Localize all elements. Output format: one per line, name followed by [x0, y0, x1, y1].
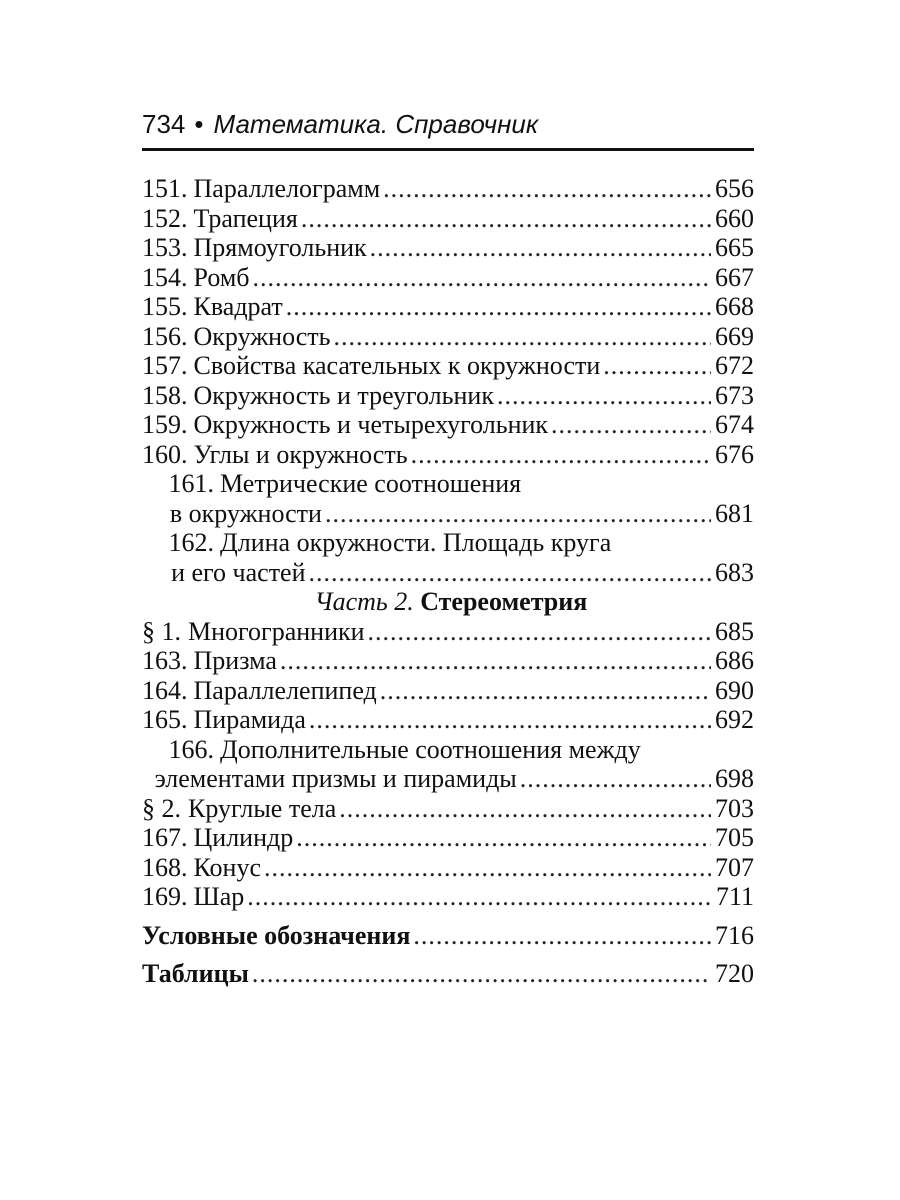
entry-number: 160.	[142, 439, 188, 469]
entry-title: Призма	[193, 646, 277, 675]
dot-leader	[383, 174, 711, 204]
dot-leader	[252, 959, 711, 989]
section-title: Многогранники	[188, 616, 365, 646]
entry-page: 667	[715, 262, 754, 292]
section-number: § 2.	[142, 793, 181, 823]
entry-title: Пирамида	[193, 705, 306, 734]
entry-title: Цилиндр	[193, 823, 294, 852]
entry-number: 154.	[142, 262, 188, 292]
entry-title: Прямоугольник	[193, 233, 367, 262]
toc-entry-165[interactable]	[142, 705, 754, 735]
entry-title: Шар	[193, 882, 245, 911]
entry-number: 163.	[142, 646, 188, 675]
header-separator: •	[194, 109, 204, 139]
entry-number: 158.	[142, 380, 188, 410]
entry-page: 656	[715, 174, 754, 203]
entry-page: 698	[715, 764, 754, 793]
entry-number: 167.	[142, 823, 188, 852]
toc-symbols[interactable]	[142, 921, 754, 951]
dot-leader	[280, 646, 711, 676]
entry-title-line2: элементами призмы и пирамиды	[154, 764, 517, 793]
tables-title: Таблицы	[142, 959, 249, 988]
entry-title-line2: в окружности	[169, 498, 322, 528]
toc-entry-167[interactable]	[142, 823, 754, 853]
toc-entry-166-cont[interactable]	[142, 764, 754, 794]
toc-entry-157[interactable]	[142, 351, 754, 381]
entry-title: Квадрат	[193, 292, 283, 321]
toc-entry-151[interactable]	[142, 174, 754, 204]
entry-page: 683	[715, 557, 754, 587]
entry-title: Окружность	[193, 321, 331, 351]
dot-leader	[296, 823, 711, 853]
entry-title-line1: Метрические соотношения	[220, 469, 522, 498]
dot-leader	[411, 440, 711, 470]
entry-page: 690	[715, 675, 754, 705]
dot-leader	[413, 921, 711, 951]
toc-entry-162[interactable]	[142, 528, 754, 558]
entry-page: 705	[715, 823, 754, 852]
entry-number: 166.	[168, 734, 214, 764]
section-title: Круглые тела	[188, 793, 337, 823]
dot-leader	[339, 794, 711, 824]
toc-entry-156[interactable]	[142, 322, 754, 352]
section-number: § 1.	[142, 616, 181, 646]
dot-leader	[325, 499, 711, 529]
toc-entry-155[interactable]	[142, 292, 754, 322]
toc-entry-162-cont[interactable]	[142, 558, 754, 588]
entry-page: 673	[715, 380, 754, 410]
entry-page: 720	[715, 959, 754, 988]
toc-entry-166[interactable]	[142, 735, 754, 765]
entry-page: 711	[715, 882, 754, 911]
entry-number: 159.	[142, 410, 188, 439]
dot-leader	[368, 617, 711, 647]
entry-number: 156.	[142, 321, 188, 351]
running-header	[142, 102, 754, 146]
entry-page: 692	[715, 705, 754, 734]
entry-page: 672	[715, 351, 754, 380]
entry-number: 153.	[142, 233, 188, 262]
dot-leader	[334, 322, 711, 352]
toc-entry-161-cont[interactable]	[142, 499, 754, 529]
entry-page: 669	[715, 321, 754, 351]
toc-entry-161[interactable]	[142, 469, 754, 499]
entry-page: 681	[715, 498, 754, 528]
symbols-title: Условные обозначения	[142, 920, 411, 950]
entry-number: 169.	[142, 882, 188, 911]
dot-leader	[286, 292, 711, 322]
entry-title: Окружность и четырехугольник	[193, 410, 549, 439]
entry-number: 165.	[142, 705, 188, 734]
entry-number: 155.	[142, 292, 188, 321]
toc-entry-160[interactable]	[142, 440, 754, 470]
dot-leader	[264, 853, 711, 883]
entry-title: Параллелепипед	[193, 675, 377, 705]
entry-number: 162.	[168, 528, 214, 557]
dot-leader	[603, 351, 711, 381]
dot-leader	[380, 676, 711, 706]
entry-title-line2: и его частей	[171, 557, 306, 587]
part-heading	[142, 587, 754, 617]
entry-title: Углы и окружность	[193, 439, 408, 469]
part-label: Часть 2.	[314, 587, 414, 616]
entry-page: 665	[715, 233, 754, 262]
dot-leader	[520, 764, 711, 794]
toc-section-2[interactable]	[142, 794, 754, 824]
entry-page: 703	[715, 793, 754, 823]
entry-title: Свойства касательных к окружности	[193, 351, 601, 380]
toc-tables[interactable]	[142, 959, 754, 989]
entry-page: 707	[715, 852, 754, 882]
dot-leader	[301, 204, 711, 234]
dot-leader	[551, 410, 711, 440]
entry-page: 674	[715, 410, 754, 439]
entry-page: 660	[715, 203, 754, 233]
entry-title: Трапеция	[193, 203, 298, 233]
toc-entry-169[interactable]	[142, 882, 754, 912]
entry-title-line1: Дополнительные соотношения между	[220, 734, 641, 764]
header-rule	[142, 148, 754, 151]
entry-title: Параллелограмм	[193, 174, 381, 203]
entry-number: 168.	[142, 852, 188, 882]
entry-page: 686	[715, 646, 754, 675]
page-number: 734	[142, 109, 186, 139]
toc-entry-158[interactable]	[142, 381, 754, 411]
entry-title-line1: Длина окружности. Площадь круга	[220, 528, 612, 557]
part-title: Стереометрия	[420, 587, 588, 616]
entry-number: 151.	[142, 174, 188, 203]
dot-leader	[497, 381, 711, 411]
entry-title: Конус	[193, 852, 262, 882]
toc-entry-164[interactable]	[142, 676, 754, 706]
dot-leader	[309, 705, 711, 735]
entry-number: 161.	[168, 469, 214, 498]
entry-page: 716	[715, 920, 754, 950]
entry-page: 676	[715, 439, 754, 469]
toc-entry-154[interactable]	[142, 263, 754, 293]
toc-entry-153[interactable]	[142, 233, 754, 263]
entry-title: Окружность и треугольник	[193, 380, 494, 410]
dot-leader	[253, 263, 712, 293]
entry-page: 668	[715, 292, 754, 321]
book-title: Математика. Справочник	[213, 109, 539, 139]
entry-number: 164.	[142, 675, 188, 705]
dot-leader	[247, 882, 711, 912]
entry-title: Ромб	[193, 262, 250, 292]
toc-entry-159[interactable]	[142, 410, 754, 440]
dot-leader	[309, 558, 711, 588]
entry-number: 157.	[142, 351, 188, 380]
toc-entry-152[interactable]	[142, 204, 754, 234]
entry-page: 685	[715, 616, 754, 646]
dot-leader	[370, 233, 711, 263]
toc-entry-163[interactable]	[142, 646, 754, 676]
table-of-contents	[142, 174, 754, 989]
toc-entry-168[interactable]	[142, 853, 754, 883]
toc-section-1[interactable]	[142, 617, 754, 647]
entry-number: 152.	[142, 203, 188, 233]
